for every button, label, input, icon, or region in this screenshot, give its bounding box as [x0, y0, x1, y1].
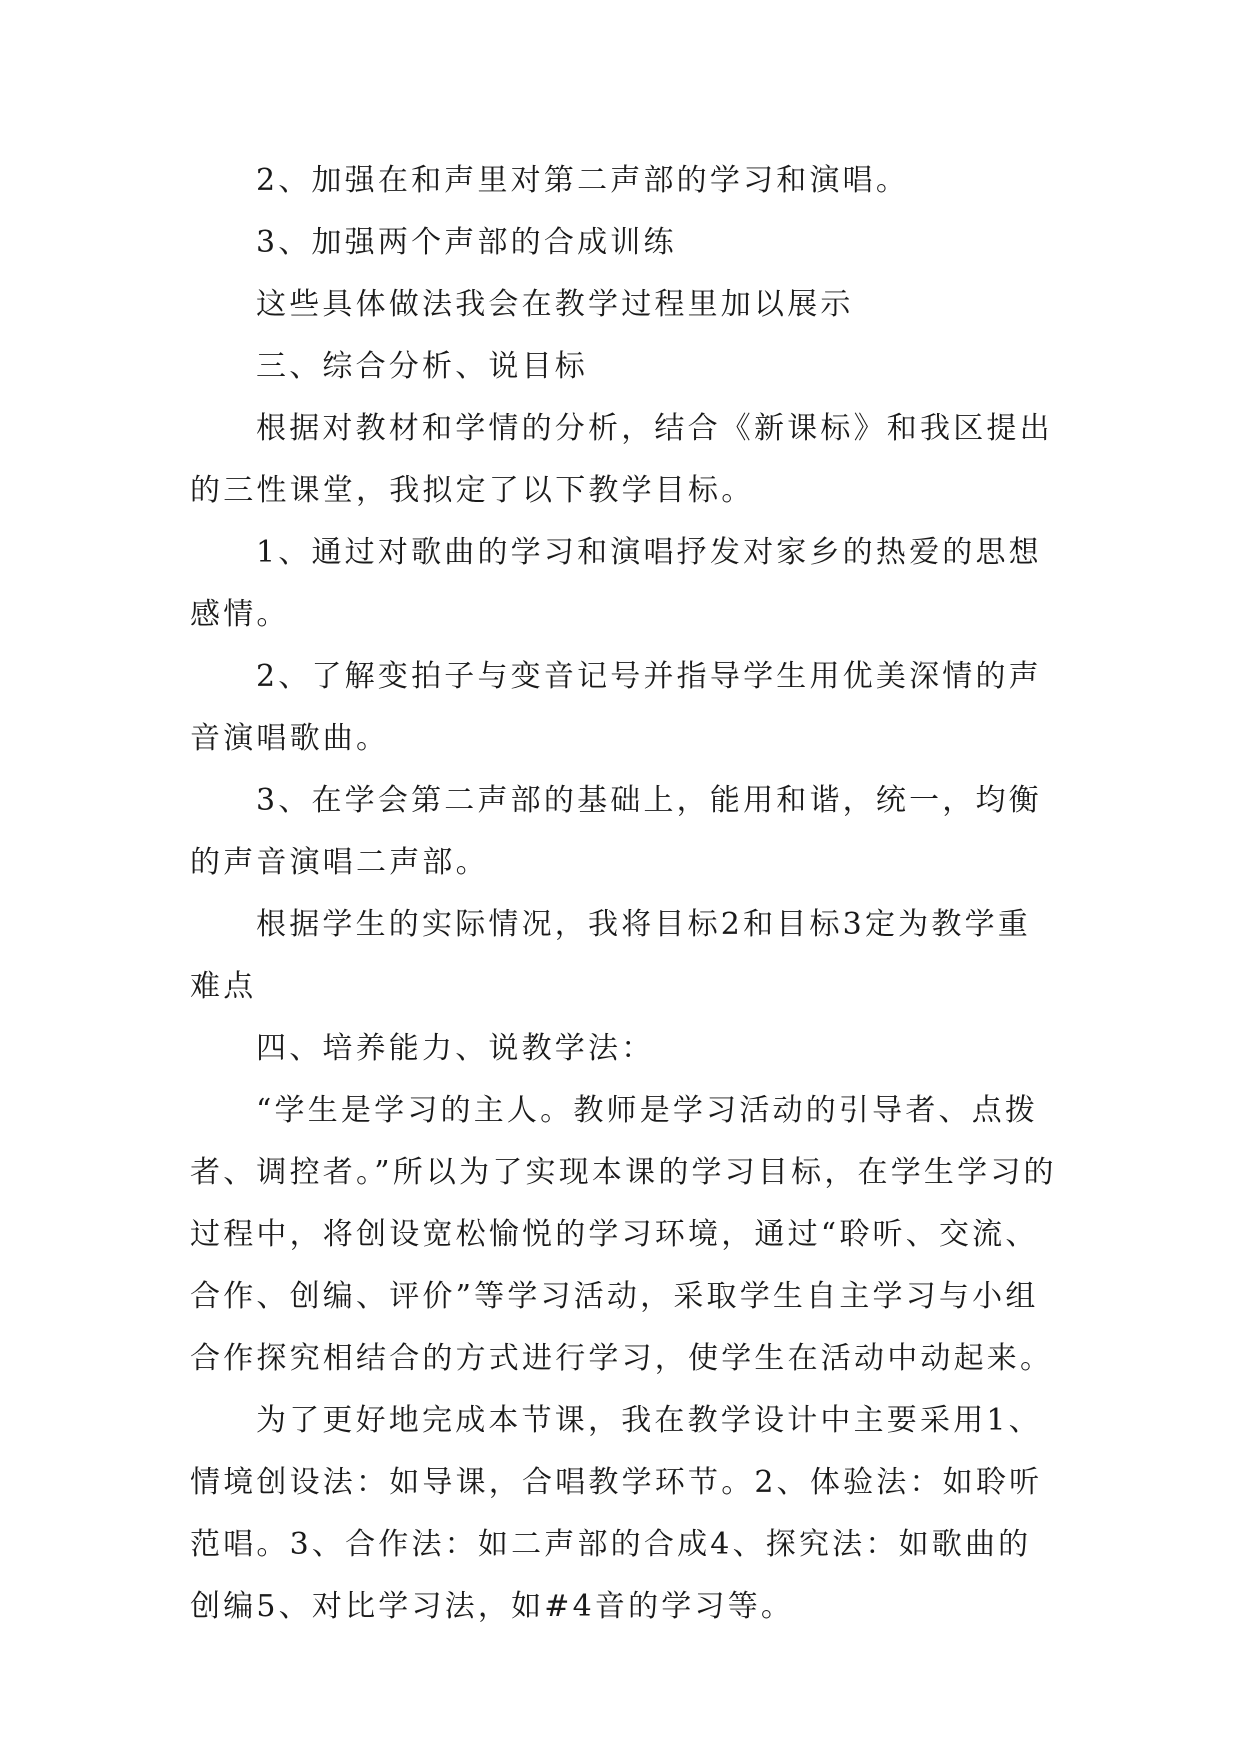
- paragraph-objective-2: 2、了解变拍子与变音记号并指导学生用优美深情的声音演唱歌曲。: [190, 659, 1042, 756]
- section-heading-methods: 四、培养能力、说教学法：: [256, 1031, 655, 1066]
- paragraph-objective-1: 1、通过对歌曲的学习和演唱抒发对家乡的热爱的思想感情。: [190, 535, 1042, 632]
- paragraph-goal-3: 3、加强两个声部的合成训练: [256, 225, 677, 260]
- document-body: [190, 150, 1060, 1638]
- paragraph-goal-2: 2、加强在和声里对第二声部的学习和演唱。: [256, 163, 910, 198]
- section-heading-objectives: 三、综合分析、说目标: [256, 349, 588, 384]
- paragraph-teaching-methods: 为了更好地完成本节课，我在教学设计中主要采用1、情境创设法：如导课，合唱教学环节。2、体验法：如聆听范唱。3、合作法：如二声部的合成4、探究法：如歌曲的创编5、对比学习法，如#4音的学习等。: [190, 1403, 1043, 1624]
- paragraph-demo-note: 这些具体做法我会在教学过程里加以展示: [256, 287, 854, 322]
- paragraph-key-difficulties: 根据学生的实际情况，我将目标2和目标3定为教学重难点: [190, 907, 1031, 1004]
- paragraph-student-centered: “学生是学习的主人。教师是学习活动的引导者、点拨者、调控者。”所以为了实现本课的学习目标，在学生学习的过程中，将创设宽松愉悦的学习环境，通过“聆听、交流、合作、创编、评价”等学习活动，采取学生自主学习与小组合作探究相结合的方式进行学习，使学生在活动中动起来。: [190, 1093, 1057, 1376]
- paragraph-objective-3: 3、在学会第二声部的基础上，能用和谐，统一，均衡的声音演唱二声部。: [190, 783, 1042, 880]
- paragraph-objectives-intro: 根据对教材和学情的分析，结合《新课标》和我区提出的三性课堂，我拟定了以下教学目标。: [190, 411, 1053, 508]
